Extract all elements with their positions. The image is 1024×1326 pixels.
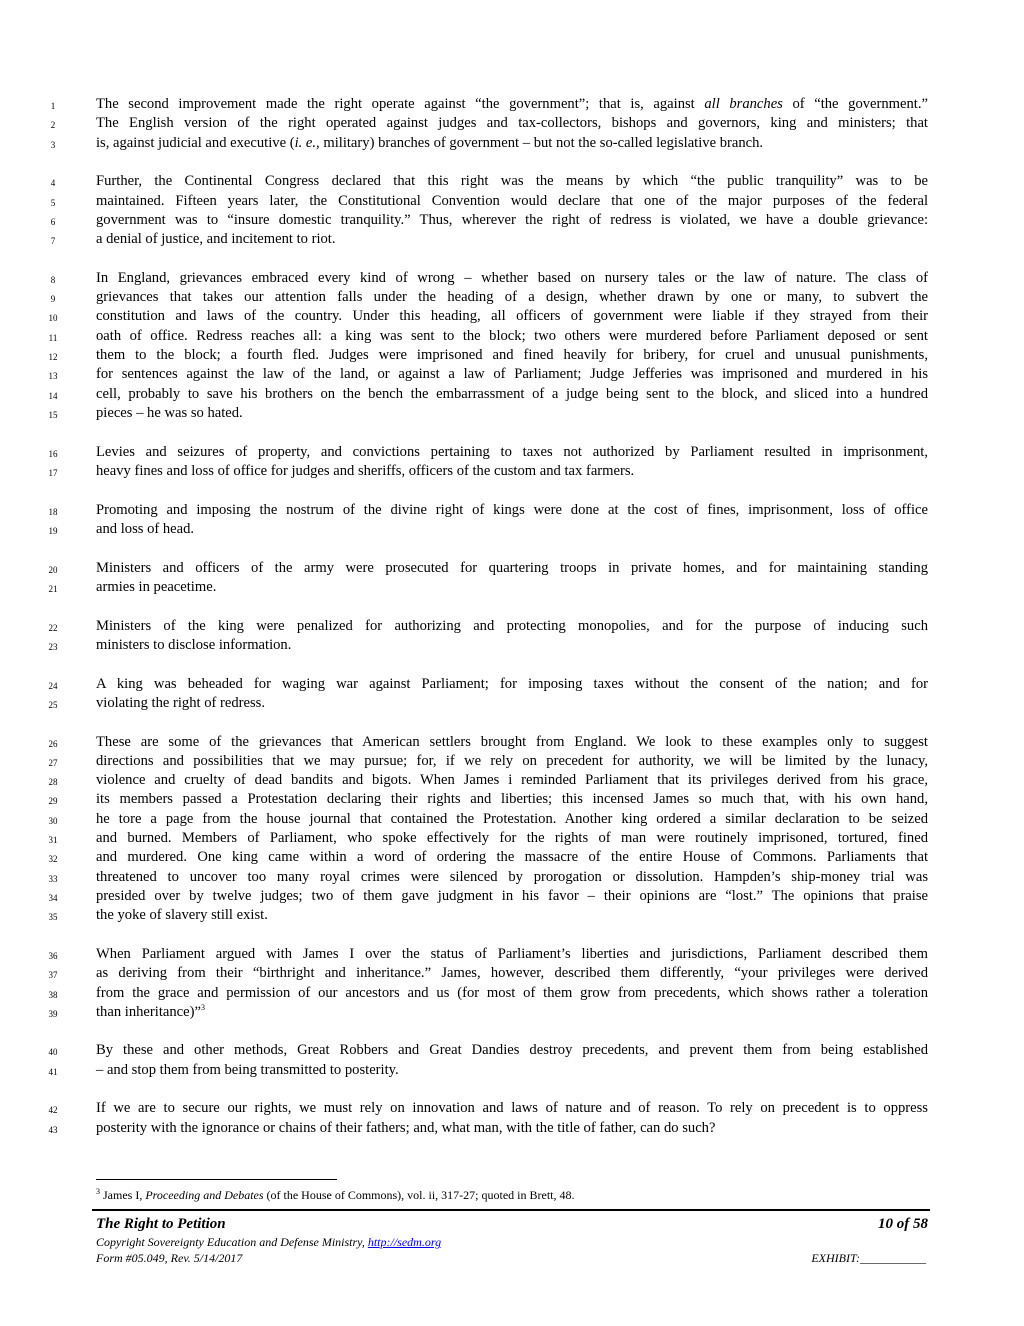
- text-line: [0, 945, 1024, 964]
- line-text: These are some of the grievances that American settlers brought from England. We look to these examples only to suggest: [96, 733, 928, 750]
- paragraph-gap: [0, 926, 1024, 945]
- line-text: Further, the Continental Congress declared that this right was the means by which “the public tranquility” was to be: [96, 173, 928, 190]
- line-number: 6: [50, 216, 56, 227]
- footnote-text-after: (of the House of Commons), vol. ii, 317-27; quoted in Brett, 48.: [263, 1188, 575, 1202]
- line-number: 36: [48, 950, 58, 961]
- line-number: 2: [50, 120, 56, 131]
- text-line: [0, 443, 1024, 462]
- line-text: from the grace and permission of our ancestors and us (for most of them grow from precedents, which shows rather a toleration: [96, 984, 928, 1001]
- line-text: When Parliament argued with James I over the status of Parliament’s liberties and jurisdictions, Parliament described them: [96, 945, 928, 962]
- text-line: [0, 771, 1024, 790]
- line-text: a denial of justice, and incitement to riot.: [96, 231, 336, 248]
- footer-form-number: Form #05.049, Rev. 5/14/2017: [96, 1251, 243, 1265]
- footer-document-title: The Right to Petition: [96, 1216, 226, 1232]
- paragraph-gap: [0, 423, 1024, 442]
- text-line: [0, 1099, 1024, 1118]
- text-line: [0, 848, 1024, 867]
- line-number: 35: [48, 912, 58, 923]
- line-text: heavy fines and loss of office for judges and sheriffs, officers of the custom and tax farmers.: [96, 462, 635, 479]
- line-text: maintained. Fifteen years later, the Constitutional Convention would declare that one of the major purposes of the federal: [96, 192, 928, 209]
- line-number: 1: [50, 101, 56, 111]
- text-line: [0, 752, 1024, 771]
- line-text: By these and other methods, Great Robbers and Great Dandies destroy precedents, and prevent them from being established: [96, 1042, 928, 1059]
- line-text: posterity with the ignorance or chains of their fathers; and, what man, with the title of father, can do such?: [96, 1119, 716, 1136]
- line-text: If we are to secure our rights, we must rely on innovation and laws of nature and of reason. To rely on precedent is to oppress: [96, 1100, 928, 1117]
- text-line: [0, 964, 1024, 983]
- line-text: Ministers of the king were penalized for authorizing and protecting monopolies, and for the purpose of inducing such: [96, 617, 928, 634]
- line-text: he tore a page from the house journal that contained the Protestation. Another king ordered a similar declaration to be seized: [96, 810, 928, 827]
- line-number: 4: [50, 178, 56, 189]
- line-number: 16: [48, 448, 58, 459]
- text-line: [0, 636, 1024, 655]
- text-line: [0, 95, 1024, 114]
- line-text: for sentences against the law of the land, or against a law of Parliament; Judge Jefferies was imprisoned and murdered in his: [96, 366, 928, 383]
- footer-page-number: 10 of 58: [878, 1216, 928, 1232]
- text-line: [0, 887, 1024, 906]
- paragraph-gap: [0, 539, 1024, 558]
- paragraph-gap: [0, 153, 1024, 172]
- text-line: [0, 211, 1024, 230]
- text-line: [0, 230, 1024, 249]
- line-number: 32: [48, 854, 58, 865]
- footnote: [96, 1188, 575, 1203]
- line-text: pieces – he was so hated.: [96, 404, 243, 421]
- line-number: 24: [48, 680, 58, 691]
- text-line: [0, 346, 1024, 365]
- line-text: constitution and laws of the country. Under this heading, all officers of government were liable if they strayed from their: [96, 308, 928, 325]
- line-text: and burned. Members of Parliament, who spoke effectively for the rights of man were routinely imprisoned, tortured, fined: [96, 830, 928, 847]
- line-text: threatened to uncover too many royal crimes were silenced by prorogation or dissolution. Hampden’s ship-money trial was: [96, 868, 928, 885]
- footnote-title: Proceeding and Debates: [145, 1188, 264, 1202]
- line-text: Levies and seizures of property, and convictions pertaining to taxes not authorized by Parliament resulted in imprisonment,: [96, 443, 928, 460]
- text-line: [0, 1119, 1024, 1138]
- text-line: [0, 675, 1024, 694]
- paragraph-gap: [0, 597, 1024, 616]
- line-text: than inheritance)”$^3$: [96, 1002, 205, 1020]
- text-line: [0, 365, 1024, 384]
- line-number: 34: [48, 892, 58, 903]
- line-number: 9: [50, 294, 56, 305]
- line-number: 18: [48, 506, 58, 517]
- text-line: [0, 559, 1024, 578]
- text-line: [0, 501, 1024, 520]
- line-number: 5: [50, 197, 56, 208]
- line-text: as deriving from their “birthright and inheritance.” James, however, described them differently, “your privileges were derived: [96, 965, 928, 982]
- text-line: [0, 1041, 1024, 1060]
- text-line: [0, 868, 1024, 887]
- line-number: 15: [48, 409, 58, 420]
- line-text: The second improvement made the right operate against “the government”; that is, against all branches of “the government.”: [96, 96, 928, 112]
- footer-link[interactable]: http://sedm.org: [367, 1235, 442, 1249]
- paragraph-gap: [0, 1080, 1024, 1099]
- text-line: [0, 307, 1024, 326]
- text-line: [0, 906, 1024, 925]
- line-number: 38: [48, 989, 58, 1000]
- line-text: oath of office. Redress reaches all: a king was sent to the block; two others were murdered before Parliament deposed or sent: [96, 327, 928, 344]
- text-line: [0, 733, 1024, 752]
- text-line: [0, 288, 1024, 307]
- footer-copyright: [96, 1235, 441, 1250]
- line-number: 25: [48, 699, 58, 710]
- line-text: violence and cruelty of dead bandits and bigots. When James i reminded Parliament that its privileges derived from his grace,: [96, 772, 928, 789]
- line-number: 37: [48, 970, 58, 981]
- line-number: 41: [48, 1066, 58, 1077]
- text-line: [0, 404, 1024, 423]
- line-number: 23: [48, 641, 58, 652]
- body-text: [0, 95, 1024, 1138]
- text-line: [0, 694, 1024, 713]
- line-text: directions and possibilities that we may pursue; for, if we rely on precedent for authority, we will be limited by the lunacy,: [96, 752, 928, 769]
- line-text: Promoting and imposing the nostrum of the divine right of kings were done at the cost of fines, imprisonment, loss of office: [96, 501, 928, 518]
- line-number: 8: [50, 274, 56, 285]
- line-text: and murdered. One king came within a word of ordering the massacre of the entire House of Commons. Parliaments that: [96, 849, 928, 866]
- footer-copyright-text: Copyright Sovereignty Education and Defense Ministry,: [96, 1235, 368, 1249]
- line-text: armies in peacetime.: [96, 578, 217, 595]
- line-number: 13: [48, 371, 58, 382]
- text-line: [0, 829, 1024, 848]
- line-text: government was to “insure domestic tranquility.” Thus, wherever the right of redress is violated, we have a double grievance:: [96, 211, 928, 228]
- line-number: 31: [48, 835, 58, 846]
- line-number: 27: [48, 757, 58, 768]
- line-number: 3: [50, 139, 56, 150]
- line-number: 12: [48, 352, 58, 363]
- line-number: 7: [50, 236, 56, 247]
- line-text: them to the block; a fourth fled. Judges were imprisoned and fined heavily for bribery, for cruel and unusual punishments,: [96, 347, 928, 364]
- line-text: is, against judicial and executive (i. e., military) branches of government – but not the so-called legislative branch.: [96, 134, 764, 151]
- line-number: 30: [48, 815, 58, 826]
- text-line: [0, 172, 1024, 191]
- text-line: [0, 192, 1024, 211]
- footnote-text-before: James I,: [100, 1188, 146, 1202]
- footnote-divider: [96, 1179, 337, 1180]
- line-number: 22: [48, 622, 58, 633]
- footer-exhibit: EXHIBIT:___________: [811, 1251, 926, 1265]
- paragraph-gap: [0, 713, 1024, 732]
- footnote-mark: 3: [96, 1187, 100, 1196]
- line-number: 21: [48, 583, 58, 594]
- line-text: The English version of the right operated against judges and tax-collectors, bishops and governors, king and ministers; that: [96, 115, 928, 132]
- line-number: 33: [48, 873, 58, 884]
- line-text: violating the right of redress.: [96, 694, 266, 711]
- line-text: and loss of head.: [96, 520, 195, 537]
- text-line: [0, 1003, 1024, 1022]
- line-text: Ministers and officers of the army were prosecuted for quartering troops in private homes, and for maintaining standing: [96, 559, 928, 576]
- text-line: [0, 114, 1024, 133]
- line-number: 10: [48, 313, 58, 324]
- paragraph-gap: [0, 655, 1024, 674]
- text-line: [0, 810, 1024, 829]
- line-number: 14: [48, 390, 58, 401]
- line-text: ministers to disclose information.: [96, 636, 292, 653]
- text-line: [0, 578, 1024, 597]
- line-number: 39: [48, 1008, 58, 1019]
- text-line: [0, 327, 1024, 346]
- line-number: 43: [48, 1124, 58, 1135]
- line-number: 11: [48, 332, 58, 343]
- line-number: 19: [48, 525, 58, 536]
- text-line: [0, 462, 1024, 481]
- text-line: [0, 520, 1024, 539]
- line-text: the yoke of slavery still exist.: [96, 907, 268, 924]
- line-number: 28: [48, 777, 58, 788]
- line-number: 42: [48, 1105, 58, 1116]
- line-text: – and stop them from being transmitted to posterity.: [96, 1061, 399, 1078]
- paragraph-gap: [0, 1022, 1024, 1041]
- paragraph-gap: [0, 249, 1024, 268]
- text-line: [0, 385, 1024, 404]
- line-text: cell, probably to save his brothers on the bench the embarrassment of a judge being sent to the block, and sliced into a hundred: [96, 385, 928, 402]
- line-number: 17: [48, 467, 58, 478]
- line-number: 29: [48, 796, 58, 807]
- line-text: A king was beheaded for waging war against Parliament; for imposing taxes without the consent of the nation; and for: [96, 675, 928, 692]
- line-text: its members passed a Protestation declaring their rights and liberties; this incensed James so much that, with his own hand,: [96, 791, 928, 808]
- text-line: [0, 1061, 1024, 1080]
- text-line: [0, 269, 1024, 288]
- paragraph-gap: [0, 481, 1024, 500]
- line-text: In England, grievances embraced every kind of wrong – whether based on nursery tales or the law of nature. The class of: [96, 269, 928, 286]
- line-number: 40: [48, 1047, 58, 1058]
- line-number: 20: [48, 564, 58, 575]
- line-number: 26: [48, 738, 58, 749]
- text-line: [0, 790, 1024, 809]
- text-line: [0, 134, 1024, 153]
- footer-divider: [92, 1209, 930, 1211]
- text-line: [0, 617, 1024, 636]
- text-line: [0, 984, 1024, 1003]
- line-text: presided over by twelve judges; two of them gave judgment in his favor – their opinions are “lost.” The opinions that praise: [96, 887, 928, 904]
- line-text: grievances that takes our attention falls under the heading of a design, whether drawn by one or many, to subvert the: [96, 289, 928, 306]
